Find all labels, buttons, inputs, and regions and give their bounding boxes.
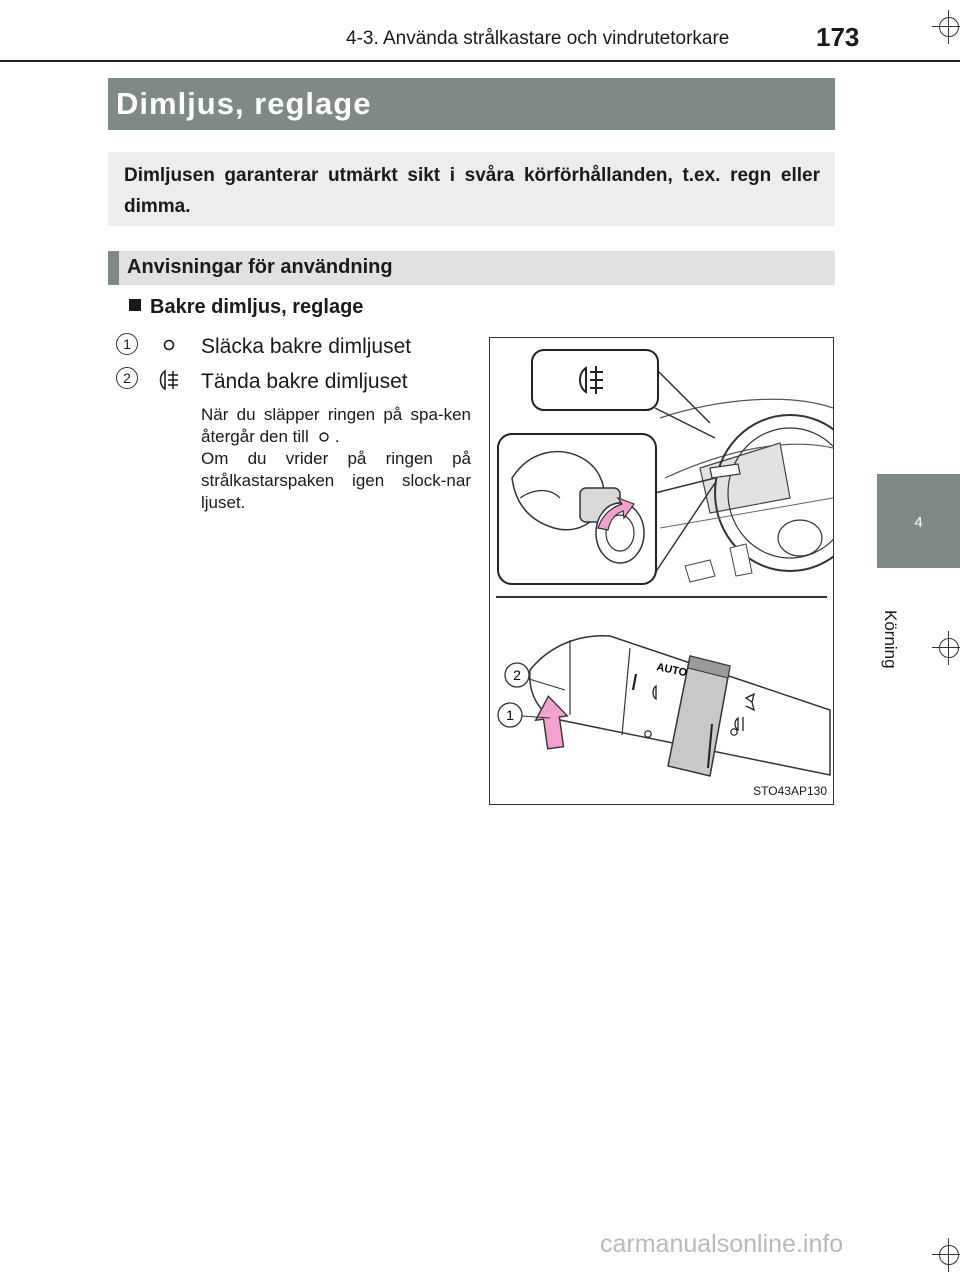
item-text-1: Släcka bakre dimljuset (201, 335, 412, 358)
dashboard-illustration (490, 338, 833, 596)
section-heading-bar (108, 251, 835, 285)
chapter-label: Körning (881, 610, 900, 669)
item-text-2: Tända bakre dimljuset (201, 370, 408, 393)
subheading (129, 296, 363, 319)
registration-mark-top (932, 10, 960, 44)
section-accent (108, 251, 119, 285)
intro-box (108, 152, 835, 226)
registration-mark-bottom (932, 1238, 960, 1272)
registration-mark-middle (932, 631, 960, 665)
note-line-1-end: . (334, 427, 340, 446)
figure-callout-2: 2 (513, 667, 521, 683)
illustration (489, 337, 834, 805)
rear-fog-light-icon (156, 369, 182, 391)
section-heading: Anvisningar för användning (127, 256, 393, 278)
off-circle-icon (318, 431, 330, 443)
item-number-2: 2 (116, 367, 138, 389)
off-circle-icon (162, 338, 176, 352)
header-rule (0, 60, 960, 62)
chapter-number: 4 (914, 514, 923, 531)
square-bullet-icon (129, 299, 141, 311)
watermark: carmanualsonline.info (600, 1230, 844, 1258)
figure-code: STO43AP130 (753, 784, 827, 798)
note (201, 404, 471, 514)
note-paragraph-2: Om du vrider på ringen på strålkastarspaken igen slock-nar ljuset. (201, 449, 471, 512)
intro-text: Dimljusen garanterar utmärkt sikt i svåra körförhållanden, t.ex. regn eller dimma. (124, 165, 820, 217)
figure-divider (496, 596, 827, 598)
title-bar (108, 78, 835, 130)
running-header: 4-3. Använda strålkastare och vindrutetorkare (346, 28, 730, 49)
subheading-text: Bakre dimljus, reglage (150, 296, 364, 318)
lever-illustration (490, 600, 833, 805)
figure-callout-1: 1 (506, 707, 514, 723)
item-number-1: 1 (116, 333, 138, 355)
auto-label: AUTO (655, 661, 689, 680)
page-title: Dimljus, reglage (116, 86, 372, 121)
note-line-1: När du släpper ringen på spa-ken återgår den till (201, 405, 471, 446)
chapter-tab (877, 474, 960, 568)
note-paragraph-1 (201, 404, 471, 448)
page-number: 173 (816, 22, 860, 52)
